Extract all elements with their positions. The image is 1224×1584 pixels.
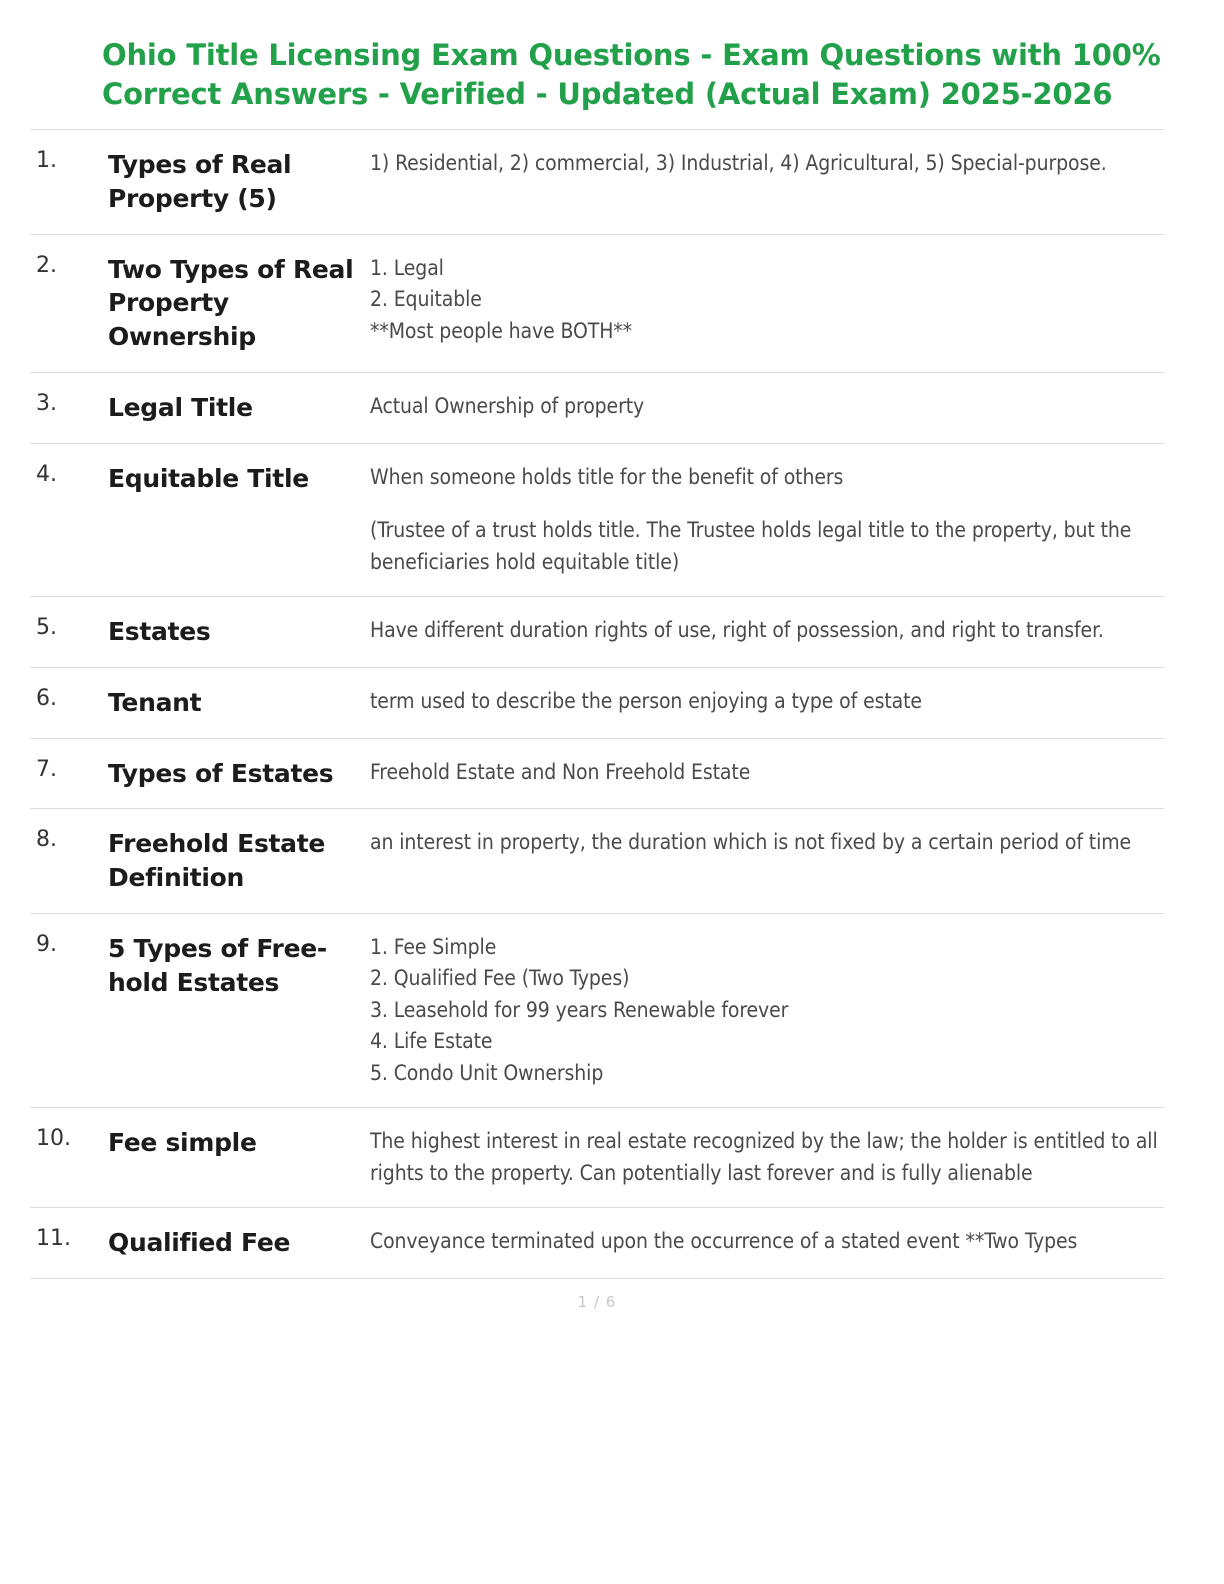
qa-table — [30, 129, 1164, 1278]
row-number: 5. — [36, 615, 57, 641]
row-definition — [364, 913, 1164, 1108]
definition-line: 1) Residential, 2) commercial, 3) Industrial, 4) Agricultural, 5) Special-purpose. — [370, 151, 1107, 176]
table-row — [30, 1108, 1164, 1208]
row-number: 11. — [36, 1226, 71, 1252]
row-term: Legal Title — [108, 392, 253, 422]
table-row — [30, 234, 1164, 372]
definition-line: 5. Condo Unit Ownership — [370, 1060, 604, 1085]
definition-line: Actual Ownership of property — [370, 393, 645, 418]
definition-line: 2. Qualified Fee (Two Types) — [370, 966, 630, 991]
row-term: Equitable Title — [108, 463, 309, 493]
table-row — [30, 809, 1164, 914]
row-number: 1. — [36, 148, 57, 174]
row-definition — [364, 1208, 1164, 1278]
row-term: Estates — [108, 617, 211, 647]
row-definition — [364, 597, 1164, 668]
definition-line: Have different duration rights of use, right of possession, and right to transfer. — [370, 618, 1104, 643]
row-definition — [364, 372, 1164, 443]
qa-table-body — [30, 130, 1164, 1279]
definition-line: Conveyance terminated upon the occurrence of a stated event **Two Types — [370, 1229, 1078, 1254]
table-row — [30, 443, 1164, 597]
row-term: Fee simple — [108, 1128, 257, 1158]
row-number: 2. — [36, 252, 57, 278]
definition-line: an interest in property, the duration which is not fixed by a certain period of time — [370, 830, 1132, 855]
row-definition — [364, 809, 1164, 914]
row-term: Freehold Estate Definition — [108, 829, 326, 893]
definition-line: **Most people have BOTH** — [370, 318, 632, 343]
page-footer — [30, 1278, 1164, 1312]
row-term: Types of Real Property (5) — [108, 150, 292, 213]
row-term: Qualified Fee — [108, 1228, 291, 1258]
page-title: Ohio Title Licensing Exam Questions - Exam Questions with 100% Correct Answers - Verified - Updated (Actual Exam) 2025-2026 — [102, 38, 1161, 111]
row-number: 7. — [36, 756, 57, 782]
row-term: Types of Estates — [108, 758, 334, 788]
row-definition — [364, 738, 1164, 809]
table-row — [30, 597, 1164, 668]
definition-line: 2. Equitable — [370, 287, 482, 312]
row-term: 5 Types of Free-hold Estates — [108, 933, 327, 997]
row-definition — [364, 130, 1164, 235]
table-row — [30, 372, 1164, 443]
row-term: Tenant — [108, 687, 202, 717]
table-row — [30, 913, 1164, 1108]
row-definition — [364, 443, 1164, 597]
definition-line: 1. Legal — [370, 255, 444, 280]
row-term: Two Types of Real Property Ownership — [108, 254, 354, 352]
table-row — [30, 130, 1164, 235]
row-number: 8. — [36, 827, 57, 853]
definition-line: When someone holds title for the benefit of others — [370, 464, 844, 489]
definition-line: 3. Leasehold for 99 years Renewable forever — [370, 997, 789, 1022]
definition-line: 1. Fee Simple — [370, 934, 497, 959]
row-number: 6. — [36, 685, 57, 711]
definition-line: term used to describe the person enjoying a type of estate — [370, 688, 922, 713]
row-number: 4. — [36, 461, 57, 487]
row-definition — [364, 667, 1164, 738]
row-number: 3. — [36, 390, 57, 416]
table-row — [30, 738, 1164, 809]
definition-line: The highest interest in real estate recognized by the law; the holder is entitled to all rights to the property. Can potentially last forever and is fully alienable — [370, 1129, 1158, 1185]
table-row — [30, 1208, 1164, 1278]
definition-line: (Trustee of a trust holds title. The Trustee holds legal title to the property, but the beneficiaries hold equitable title) — [370, 518, 1132, 574]
row-definition — [364, 234, 1164, 372]
definition-line: Freehold Estate and Non Freehold Estate — [370, 759, 751, 784]
table-row — [30, 667, 1164, 738]
row-number: 10. — [36, 1126, 71, 1152]
row-number: 9. — [36, 931, 57, 957]
definition-line: 4. Life Estate — [370, 1029, 493, 1054]
row-definition — [364, 1108, 1164, 1208]
definition-spacer — [370, 493, 1158, 515]
page-number: 1 / 6 — [577, 1293, 617, 1312]
